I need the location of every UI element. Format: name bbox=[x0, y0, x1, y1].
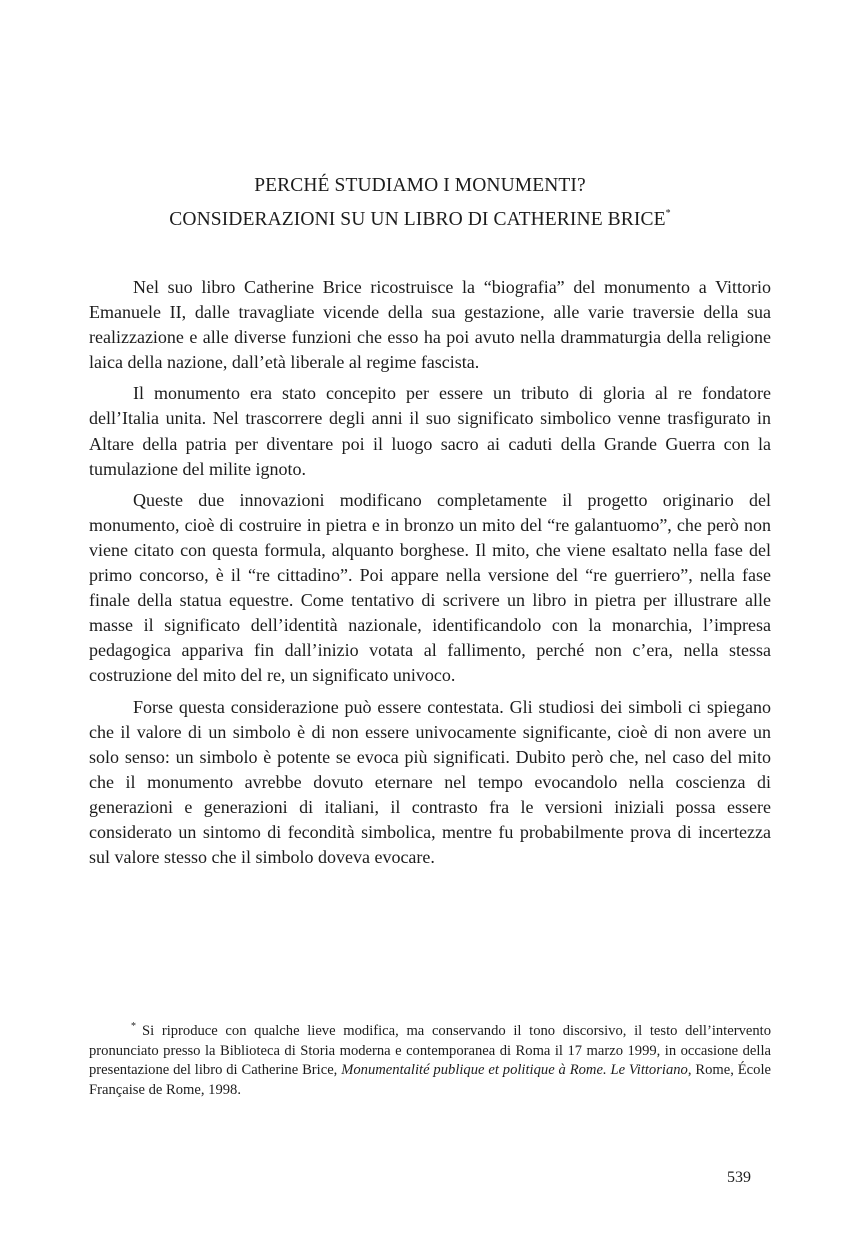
footnote bbox=[89, 1017, 771, 1100]
page-number: 539 bbox=[727, 1169, 751, 1186]
article-title bbox=[90, 172, 750, 234]
paragraph-4: Forse questa considerazione può essere contestata. Gli studiosi dei simboli ci spiegano che il valore di un simbolo è di non essere univocamente significante, cioè di non avere un solo senso: un simbolo è potente se evoca più significati. Dubito però che, nel caso del mito che il monumento avrebbe dovuto eternare nel tempo evocandolo nella coscienza di generazioni e generazioni di italiani, il contrasto fra le versioni iniziali possa essere considerato un sintomo di fecondità simbolica, mentre fu probabilmente prova di incertezza sul valore stesso che il simbolo doveva evocare. bbox=[89, 696, 771, 868]
title-line-2 bbox=[90, 200, 750, 234]
title-line-2-text: CONSIDERAZIONI SU UN LIBRO DI CATHERINE BRICE bbox=[169, 209, 666, 230]
footnote-text: Si riproduce con qualche lieve modifica, ma conservando il tono discorsivo, il testo dell’intervento pronunciato presso la Biblioteca di Storia moderna e contemporanea di Roma il 17 marzo 1999, in occasione della presentazione del libro di Catherine Brice, bbox=[89, 1023, 771, 1079]
article-body bbox=[89, 275, 771, 876]
footnote-book-title: Monumentalité publique et politique à Rome. Le Vittoriano bbox=[341, 1062, 688, 1079]
footnote-mark: * bbox=[131, 1021, 136, 1032]
title-line-1: PERCHÉ STUDIAMO I MONUMENTI? bbox=[254, 175, 586, 196]
paragraph-2: Il monumento era stato concepito per essere un tributo di gloria al re fondatore dell’Italia unita. Nel trascorrere degli anni il suo significato simbolico venne trasfigurato in Altare della patria per diventare poi il luogo sacro ai caduti della Grande Guerra con la tumulazione del milite ignoto. bbox=[89, 383, 771, 479]
paragraph-1: Nel suo libro Catherine Brice ricostruisce la “biografia” del monumento a Vittorio Emanuele II, dalle travagliate vicende della sua gestazione, alle varie traversie della sua realizzazione e alle diverse funzioni che esso ha poi avuto nella drammaturgia della religione laica della nazione, dall’età liberale al regime fascista. bbox=[89, 277, 771, 373]
footnote-reference-mark: * bbox=[665, 208, 671, 219]
footnote-text-end: , Rome, École Française de Rome, 1998. bbox=[89, 1062, 771, 1098]
paragraph-3: Queste due innovazioni modificano completamente il progetto originario del monumento, cioè di costruire in pietra e in bronzo un mito del “re galantuomo”, che però non viene citato con questa formula, alquanto borghese. Il mito, che viene esaltato nella fase del primo concorso, è il “re cittadino”. Poi appare nella versione del “re guerriero”, nella fase finale della statua equestre. Come tentativo di scrivere un libro in pietra per illustrare alle masse il significato dell’identità nazionale, identificandolo con la monarchia, l’impresa pedagogica appariva fin dall’inizio votata al fallimento, perché non c’era, nella stessa costruzione del mito del re, un significato univoco. bbox=[89, 489, 771, 686]
